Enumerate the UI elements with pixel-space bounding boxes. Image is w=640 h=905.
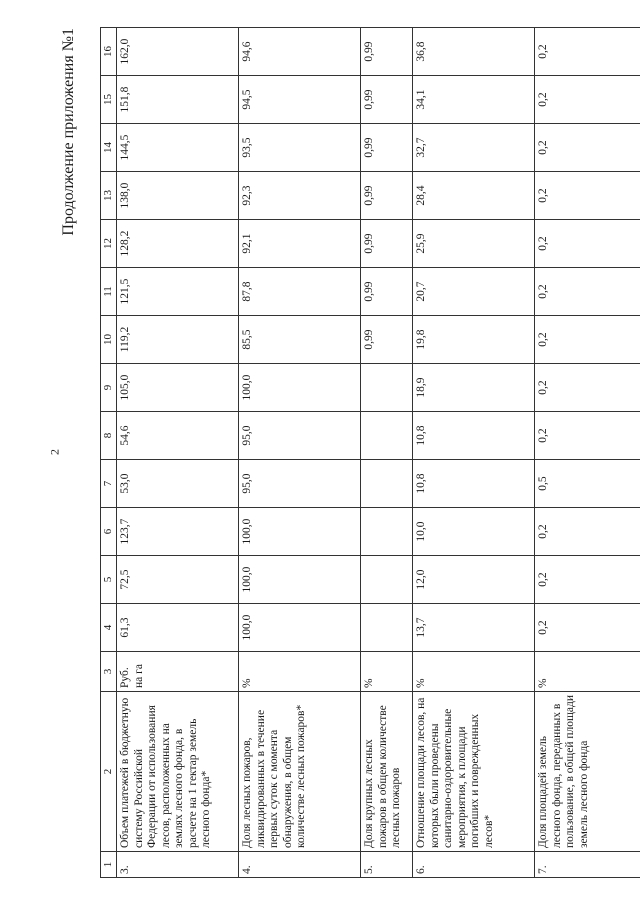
value-cell: 0,2 — [534, 124, 640, 172]
value-cell: 0,2 — [534, 604, 640, 652]
value-cell: 32,7 — [412, 124, 534, 172]
value-cell: 85,5 — [238, 316, 360, 364]
value-cell: 18,9 — [412, 364, 534, 412]
value-cell: 93,5 — [238, 124, 360, 172]
row-index: 4. — [238, 852, 360, 878]
column-number: 7 — [101, 460, 117, 508]
value-cell: 0,99 — [360, 316, 412, 364]
value-cell: 72,5 — [116, 556, 238, 604]
value-cell — [360, 604, 412, 652]
value-cell: 95,0 — [238, 460, 360, 508]
value-cell: 0,2 — [534, 76, 640, 124]
value-cell — [360, 460, 412, 508]
column-number: 16 — [101, 28, 117, 76]
value-cell: 36,8 — [412, 28, 534, 76]
appendix-title: Продолжение приложения №1 — [60, 28, 77, 236]
column-number: 13 — [101, 172, 117, 220]
value-cell: 0,2 — [534, 220, 640, 268]
indicators-table — [100, 27, 640, 878]
table-row — [412, 28, 534, 878]
table-row — [360, 28, 412, 878]
column-number: 10 — [101, 316, 117, 364]
value-cell: 19,8 — [412, 316, 534, 364]
column-number: 12 — [101, 220, 117, 268]
value-cell: 0,99 — [360, 124, 412, 172]
value-cell: 0,99 — [360, 220, 412, 268]
column-number: 14 — [101, 124, 117, 172]
indicator-name: Доля лесных пожаров, ликвидированных в течение первых суток с момента обнаружения, в общем количестве лесных пожаров* — [238, 692, 360, 852]
value-cell: 28,4 — [412, 172, 534, 220]
value-cell: 0,99 — [360, 28, 412, 76]
unit: % — [360, 652, 412, 692]
value-cell: 105,0 — [116, 364, 238, 412]
value-cell: 151,8 — [116, 76, 238, 124]
value-cell: 138,0 — [116, 172, 238, 220]
table-row — [116, 28, 238, 878]
header-row — [101, 28, 117, 878]
value-cell: 162,0 — [116, 28, 238, 76]
unit: Руб. на га — [116, 652, 238, 692]
value-cell: 0,2 — [534, 556, 640, 604]
value-cell: 87,8 — [238, 268, 360, 316]
value-cell — [360, 364, 412, 412]
value-cell: 13,7 — [412, 604, 534, 652]
value-cell: 0,2 — [534, 268, 640, 316]
value-cell: 34,1 — [412, 76, 534, 124]
unit: % — [238, 652, 360, 692]
value-cell: 0,99 — [360, 268, 412, 316]
unit: % — [412, 652, 534, 692]
row-index: 7. — [534, 852, 640, 878]
unit: % — [534, 652, 640, 692]
value-cell: 144,5 — [116, 124, 238, 172]
column-number: 1 — [101, 852, 117, 878]
value-cell: 12,0 — [412, 556, 534, 604]
value-cell: 61,3 — [116, 604, 238, 652]
indicator-name: Отношение площади лесов, на которых были проведены санитарно-оздоровительные мероприятия, к площади погибших и поврежденных лесов* — [412, 692, 534, 852]
value-cell: 53,0 — [116, 460, 238, 508]
value-cell: 94,5 — [238, 76, 360, 124]
row-index: 3. — [116, 852, 238, 878]
value-cell: 128,2 — [116, 220, 238, 268]
value-cell: 121,5 — [116, 268, 238, 316]
value-cell: 0,2 — [534, 412, 640, 460]
value-cell: 100,0 — [238, 508, 360, 556]
value-cell: 10,8 — [412, 460, 534, 508]
column-number: 4 — [101, 604, 117, 652]
column-number: 3 — [101, 652, 117, 692]
value-cell: 95,0 — [238, 412, 360, 460]
rotated-page-content — [60, 28, 610, 878]
value-cell: 0,99 — [360, 76, 412, 124]
value-cell: 0,2 — [534, 316, 640, 364]
column-number: 2 — [101, 692, 117, 852]
value-cell: 10,8 — [412, 412, 534, 460]
value-cell — [360, 412, 412, 460]
value-cell: 20,7 — [412, 268, 534, 316]
row-index: 5. — [360, 852, 412, 878]
value-cell: 0,99 — [360, 172, 412, 220]
value-cell — [360, 556, 412, 604]
value-cell: 25,9 — [412, 220, 534, 268]
column-number: 6 — [101, 508, 117, 556]
page-number: 2 — [47, 449, 62, 455]
column-number: 8 — [101, 412, 117, 460]
value-cell: 0,5 — [534, 460, 640, 508]
row-index: 6. — [412, 852, 534, 878]
value-cell: 0,2 — [534, 28, 640, 76]
column-number: 9 — [101, 364, 117, 412]
value-cell — [360, 508, 412, 556]
column-number: 15 — [101, 76, 117, 124]
column-number: 11 — [101, 268, 117, 316]
value-cell: 100,0 — [238, 556, 360, 604]
value-cell: 100,0 — [238, 364, 360, 412]
value-cell: 94,6 — [238, 28, 360, 76]
indicator-name: Доля крупных лесных пожаров в общем количестве лесных пожаров — [360, 692, 412, 852]
value-cell: 119,2 — [116, 316, 238, 364]
value-cell: 92,3 — [238, 172, 360, 220]
table-row — [238, 28, 360, 878]
value-cell: 0,2 — [534, 172, 640, 220]
indicator-name: Объем платежей в бюджетную систему Российской Федерации от использования лесов, расположенных на землях лесного фонда, в расчете на 1 гектар земель лесного фонда* — [116, 692, 238, 852]
value-cell: 54,6 — [116, 412, 238, 460]
value-cell: 0,2 — [534, 364, 640, 412]
value-cell: 0,2 — [534, 508, 640, 556]
value-cell: 123,7 — [116, 508, 238, 556]
table-row — [534, 28, 640, 878]
value-cell: 92,1 — [238, 220, 360, 268]
value-cell: 100,0 — [238, 604, 360, 652]
value-cell: 10,0 — [412, 508, 534, 556]
indicator-name: Доля площадей земель лесного фонда, переданных в пользование, в общей площади земель лесного фонда — [534, 692, 640, 852]
column-number: 5 — [101, 556, 117, 604]
